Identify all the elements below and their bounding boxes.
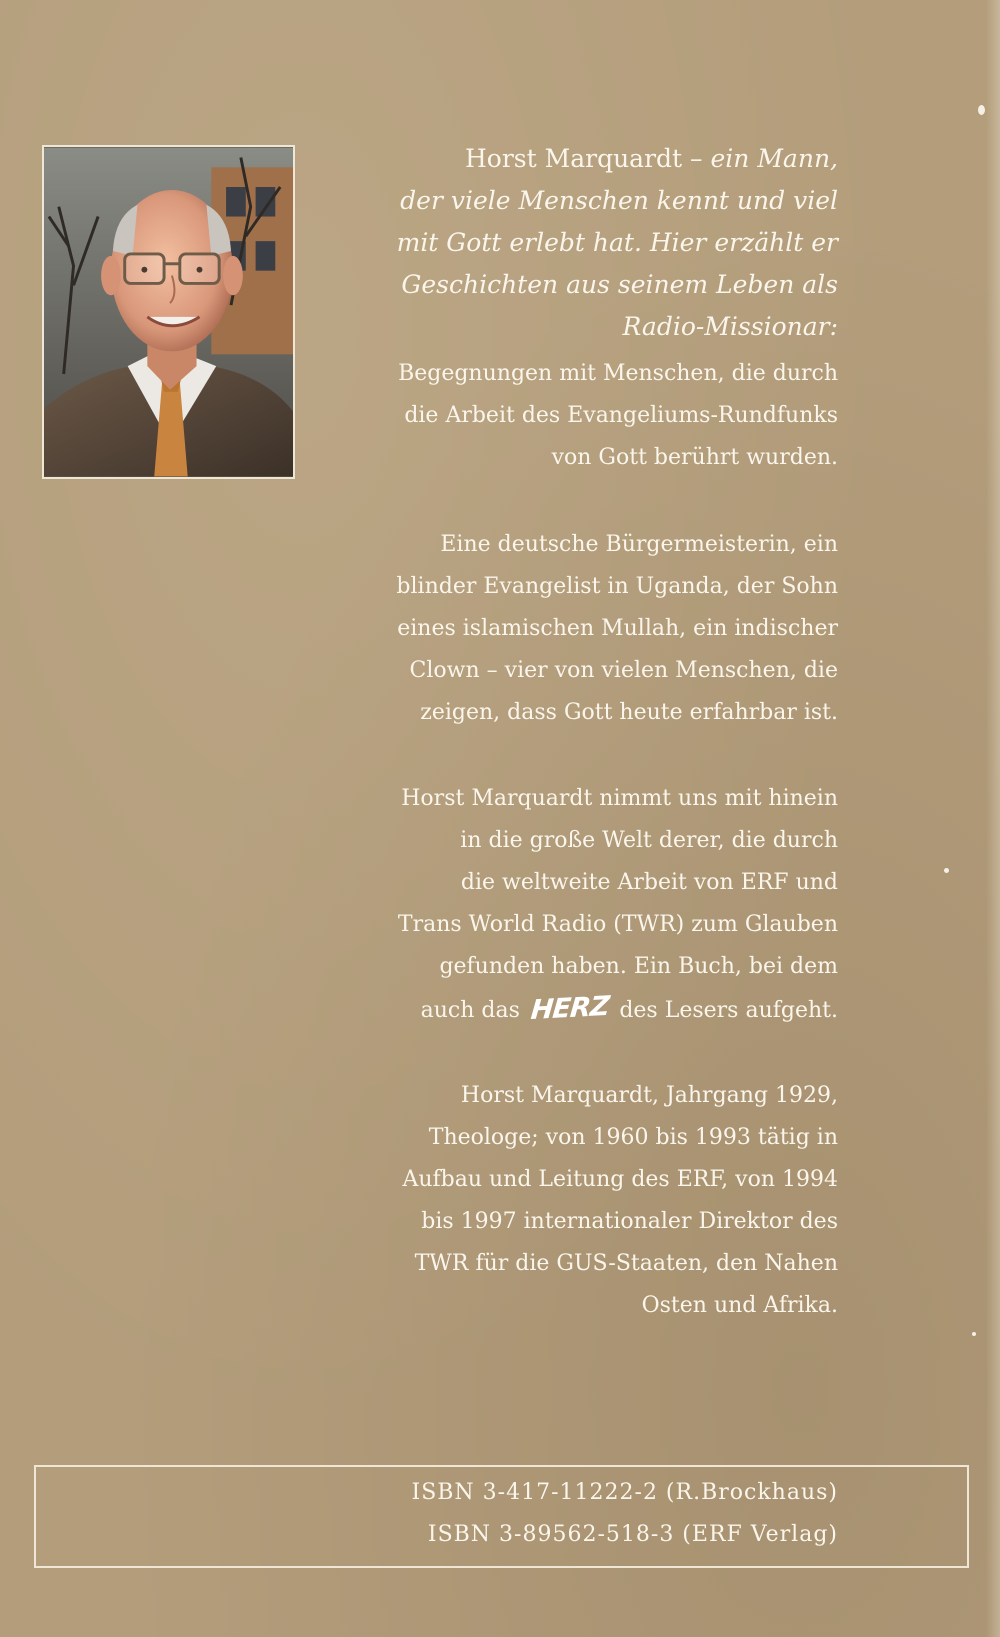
scan-speck	[972, 1332, 976, 1336]
intro-italic-line: Radio-Missionar:	[622, 312, 838, 341]
isbn-block	[412, 1472, 839, 1556]
intro-italic-line: ein Mann,	[710, 144, 838, 173]
intro-normal-line: Begegnungen mit Menschen, die durch	[398, 361, 838, 386]
paragraph-people	[396, 524, 838, 734]
paragraph-line: blinder Evangelist in Uganda, der Sohn	[396, 574, 838, 599]
herz-after: des Lesers aufgeht.	[619, 998, 838, 1023]
isbn-line: ISBN 3-417-11222-2 (R.Brockhaus)	[411, 1480, 838, 1505]
cover-edge	[986, 0, 1000, 1637]
author-portrait-photo	[42, 145, 295, 479]
intro-continuation	[398, 353, 838, 479]
paragraph-line-herz	[398, 988, 838, 1032]
paragraph-line: Clown – vier von vielen Menschen, die	[409, 658, 838, 683]
paragraph-line: zeigen, dass Gott heute erfahrbar ist.	[420, 700, 838, 725]
paragraph-line: eines islamischen Mullah, ein indischer	[397, 616, 838, 641]
intro-paragraph	[397, 138, 838, 348]
intro-italic-line: mit Gott erlebt hat. Hier erzählt er	[396, 228, 838, 257]
paragraph-line: gefunden haben. Ein Buch, bei dem	[439, 954, 838, 979]
intro-normal-line: die Arbeit des Evangeliums-Rundfunks	[404, 403, 838, 428]
author-name: Horst Marquardt	[465, 144, 683, 173]
scan-speck	[978, 105, 985, 115]
portrait-photo-icon	[44, 147, 293, 477]
herz-before: auch das	[420, 998, 520, 1023]
bio-line: Horst Marquardt, Jahrgang 1929,	[460, 1083, 838, 1108]
bio-line: Osten und Afrika.	[641, 1293, 838, 1318]
intro-italic-line: der viele Menschen kennt und viel	[400, 186, 838, 215]
bio-line: bis 1997 internationaler Direktor des	[421, 1209, 838, 1234]
herz-logo: HERZ	[529, 990, 610, 1027]
paragraph-line: Trans World Radio (TWR) zum Glauben	[397, 912, 838, 937]
paragraph-book	[398, 778, 838, 1032]
paragraph-line: Horst Marquardt nimmt uns mit hinein	[401, 786, 838, 811]
paragraph-line: in die große Welt derer, die durch	[460, 828, 838, 853]
author-bio	[402, 1075, 838, 1327]
bio-line: Theologe; von 1960 bis 1993 tätig in	[428, 1125, 838, 1150]
isbn-line: ISBN 3-89562-518-3 (ERF Verlag)	[427, 1522, 838, 1547]
intro-dash: –	[682, 144, 711, 173]
paragraph-line: Eine deutsche Bürgermeisterin, ein	[440, 532, 838, 557]
bio-line: Aufbau und Leitung des ERF, von 1994	[402, 1167, 838, 1192]
scan-speck	[944, 868, 949, 873]
intro-italic-line: Geschichten aus seinem Leben als	[401, 270, 838, 299]
bio-line: TWR für die GUS-Staaten, den Nahen	[414, 1251, 838, 1276]
paragraph-line: die weltweite Arbeit von ERF und	[460, 870, 838, 895]
intro-normal-line: von Gott berührt wurden.	[551, 445, 838, 470]
